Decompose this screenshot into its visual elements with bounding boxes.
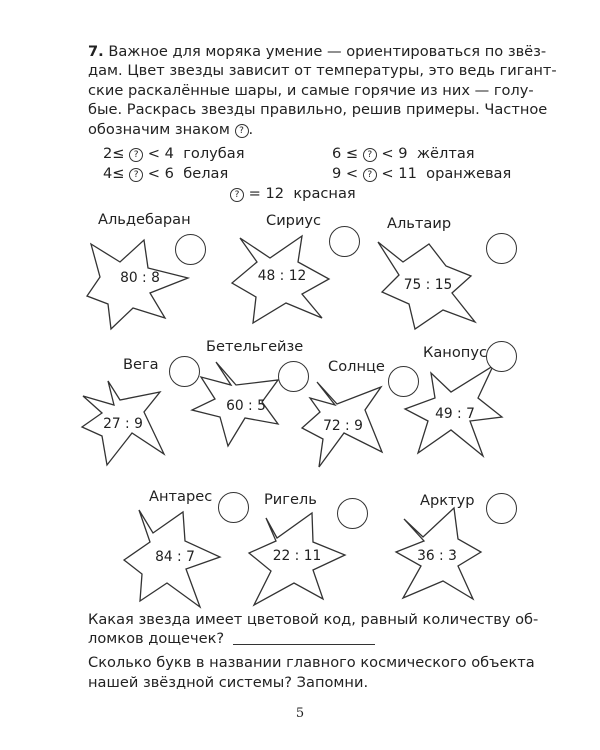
color-circle-aldebaran[interactable] xyxy=(175,234,206,265)
question-1-line-1: Какая звезда имеет цветовой код, равный количеству об- xyxy=(88,611,539,628)
star-expr-rigel: 22 : 11 xyxy=(272,548,322,564)
task-number: 7. xyxy=(88,43,104,60)
legend-item-white: 4≤ ? < 6 белая xyxy=(103,165,229,182)
question-2-line-1: Сколько букв в названии главного космического объекта xyxy=(88,654,535,671)
star-name-rigel: Ригель xyxy=(264,491,317,508)
color-circle-arcturus[interactable] xyxy=(486,493,517,524)
color-circle-vega[interactable] xyxy=(169,356,200,387)
quotient-symbol-icon: ? xyxy=(363,168,377,182)
star-expr-aldebaran: 80 : 8 xyxy=(120,270,160,286)
color-circle-betelgeuse[interactable] xyxy=(278,361,309,392)
color-circle-sirius[interactable] xyxy=(329,226,360,257)
answer-blank[interactable] xyxy=(233,644,375,645)
star-name-sirius: Сириус xyxy=(266,212,322,229)
quotient-symbol-icon: ? xyxy=(230,188,244,202)
legend-item-orange: 9 < ? < 11 оранжевая xyxy=(332,165,512,182)
star-expr-altair: 75 : 15 xyxy=(403,277,453,293)
color-circle-altair[interactable] xyxy=(486,233,517,264)
task-line-5: обозначим знаком ? . xyxy=(88,120,254,138)
color-circle-antares[interactable] xyxy=(218,492,249,523)
page-number: 5 xyxy=(295,706,305,721)
star-expr-canopus: 49 : 7 xyxy=(435,406,475,422)
star-expr-betelgeuse: 60 : 5 xyxy=(226,398,266,414)
color-circle-sun[interactable] xyxy=(388,366,419,397)
star-expr-arcturus: 36 : 3 xyxy=(417,548,457,564)
legend-item-blue: 2≤ ? < 4 голубая xyxy=(103,145,245,162)
star-expr-sirius: 48 : 12 xyxy=(257,268,307,284)
star-expr-antares: 84 : 7 xyxy=(155,549,195,565)
star-name-altair: Альтаир xyxy=(387,215,452,232)
star-expr-sun: 72 : 9 xyxy=(323,418,363,434)
quotient-symbol-icon: ? xyxy=(129,148,143,162)
legend-item-yellow: 6 ≤ ? < 9 жёлтая xyxy=(332,145,475,162)
question-2-line-2: нашей звёздной системы? Запомни. xyxy=(88,674,369,691)
star-name-aldebaran: Альдебаран xyxy=(98,211,191,228)
star-name-betelgeuse: Бетельгейзе xyxy=(206,338,304,355)
task-line-4: бые. Раскрась звезды правильно, решив примеры. Частное xyxy=(88,101,548,119)
legend-item-red: ? = 12 красная xyxy=(230,185,356,202)
task-line-1: 7. Важное для моряка умение — ориентироваться по звёз- xyxy=(88,43,547,60)
color-circle-canopus[interactable] xyxy=(486,341,517,372)
star-expr-vega: 27 : 9 xyxy=(103,416,143,432)
star-name-sun: Солнце xyxy=(328,358,385,375)
task-line-3: ские раскалённые шары, и самые горячие из них — голу- xyxy=(88,81,534,99)
star-name-vega: Вега xyxy=(123,356,159,373)
color-circle-rigel[interactable] xyxy=(337,498,368,529)
quotient-symbol-icon: ? xyxy=(235,124,249,138)
quotient-symbol-icon: ? xyxy=(129,168,143,182)
star-name-antares: Антарес xyxy=(149,488,213,505)
task-line-2: дам. Цвет звезды зависит от температуры, это ведь гигант- xyxy=(88,62,557,80)
star-name-canopus: Канопус xyxy=(423,344,487,361)
quotient-symbol-icon: ? xyxy=(363,148,377,162)
question-1-line-2: ломков дощечек? xyxy=(88,629,375,648)
star-name-arcturus: Арктур xyxy=(420,492,475,509)
